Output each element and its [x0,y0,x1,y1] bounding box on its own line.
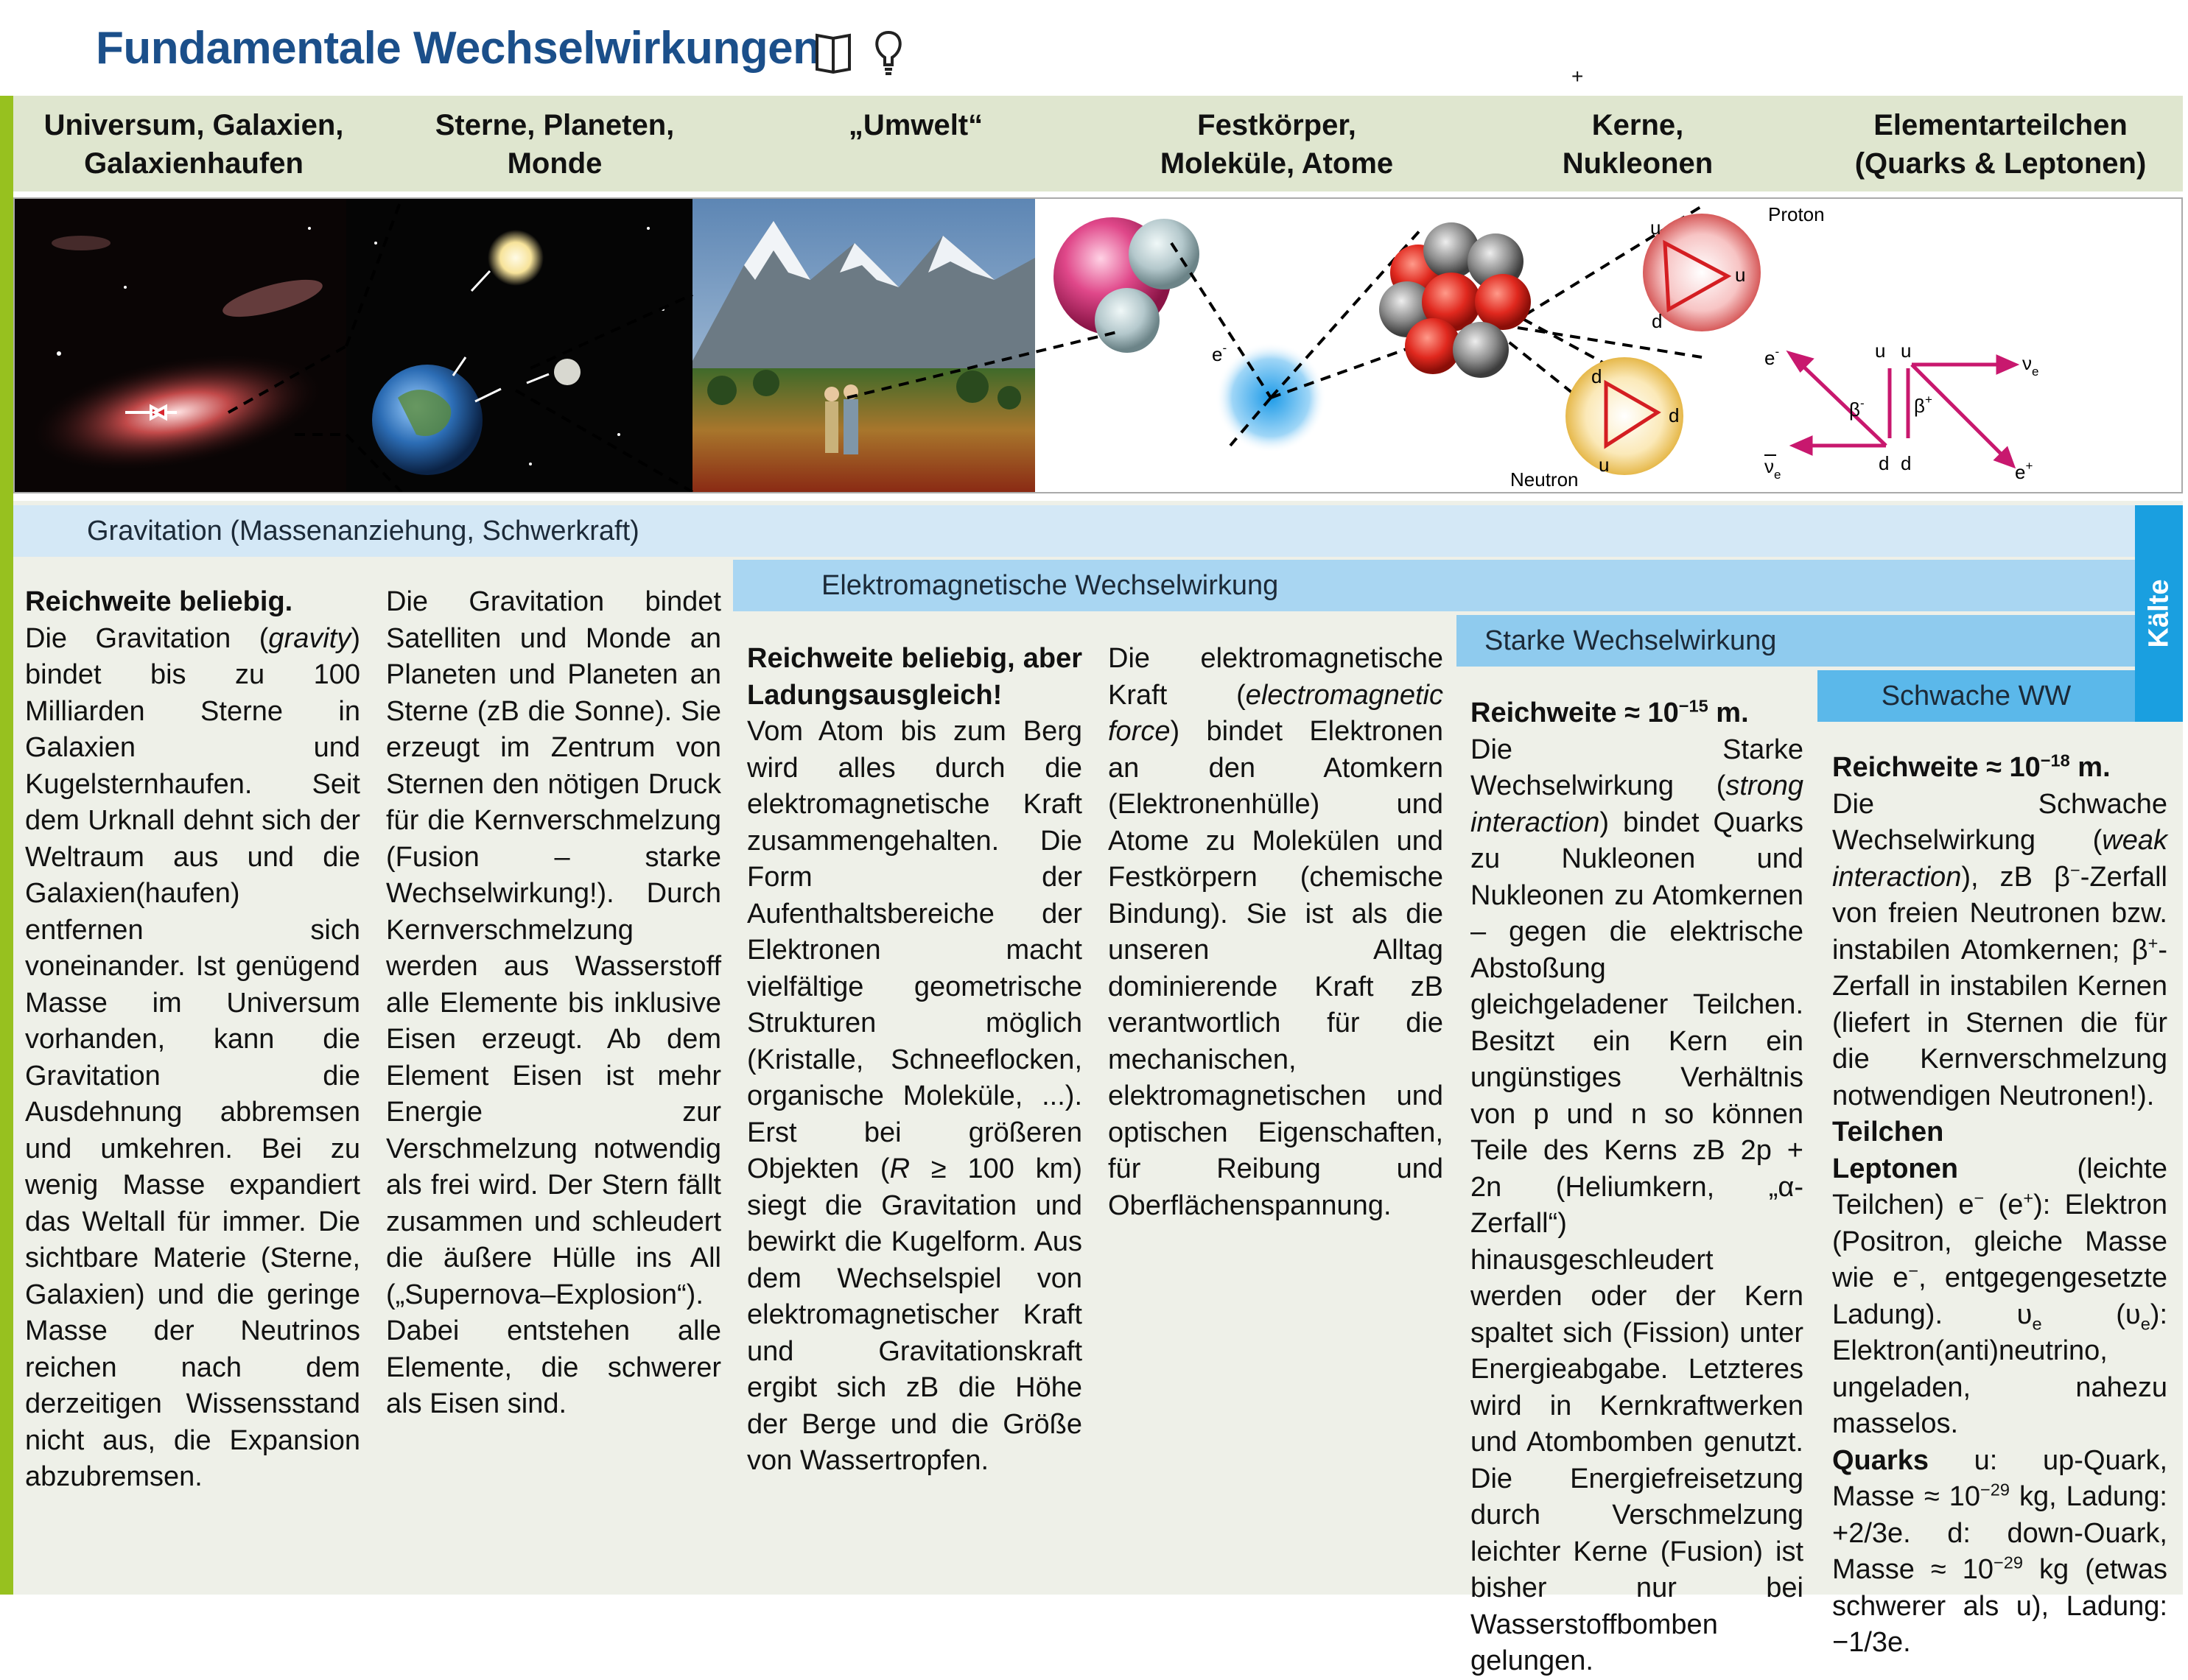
symbol-r: R [889,1153,911,1184]
column-heading-line2: (Quarks & Leptonen) [1854,147,2147,180]
column-heading-line2: Moleküle, Atome [1160,147,1394,180]
quark-label: u [1875,340,1886,362]
scale-header [13,96,2183,191]
gravitation-stars-text [386,584,721,1423]
quark-label: u [1650,217,1661,239]
electromagnetic-band: Elektromagnetische Wechselwirkung [733,560,2135,611]
weak-interaction-band: Schwache WW [1817,670,2135,722]
scale-illustration [15,199,2181,492]
column-heading-line2: Galaxienhaufen [84,147,304,180]
quark-label: u [1599,454,1610,476]
electromagnetic-force-text [1108,641,1443,1224]
column-heading-environment [735,106,1096,144]
column-heading-line2: Nukleonen [1562,147,1714,180]
title-icons [814,28,917,83]
range-heading: Reichweite ≈ $10^{-15}$ m. [1470,696,1749,728]
strong-interaction-band: Starke Wechselwirkung [1456,615,2135,667]
column-heading-line1: Sterne, Planeten, [435,109,675,141]
text-run: Die Gravitation bindet Satelliten und Monde an Planeten und Planeten an Sterne (zB die Sonne). Sie erzeugt im Zentrum von Sternen den nötigen Druck für die Kernverschmelzung (Fusion – starke Wechselwirkung!). Durch Kernverschmelzung werden aus Wasserstoff alle Elemente bis inklusive Eisen erzeugt. Ab dem Element Eisen ist mehr Energie zur Verschmelzung notwendig als frei wird. Der Stern fällt zusammen und schleudert die äußere Hülle ins All („Supernova–Explosion“). Dabei entstehen alle Elemente, die schwerer als Eisen sind. [386,586,721,1419]
neutrino-label: $\nu_e$ [2022,352,2039,379]
landscape-image [692,199,1035,492]
neutron-label: Neutron [1510,468,1579,491]
text-run: ) bindet bis zu 100 Milliarden Sterne in Galaxien und Kugelsternhaufen. Seit dem Urknall dehnt sich der Weltraum aus und die Galaxien(haufen) entfernen sich voneinander. Ist genügend Masse im Universum vorhanden, kann die Gravitation die Ausdehnung abbremsen und umkehren. Bei zu wenig Masse expandiert das Weltall für immer. Die sichtbare Materie (Sterne, Galaxien) und die geringe Masse der Neutrinos reichen nach dem derzeitigen Wissensstand nicht aus, die Expansion abzubremsen. [25,622,360,1492]
scale-illustration-strip [13,197,2183,493]
electron-label: e- [1212,341,1227,365]
term-strong: strong interaction [1470,770,1803,838]
text-run: Die Gravitation ( [25,622,269,654]
text-run: ≥ 100 km) siegt die Gravitation und bewirkt die Kugelform. Aus dem Wechselspiel von elektromagnetischer Kraft und Gravitationskraft ergibt sich zB die Höhe der Berge und die Größe von Wassertropfen. [747,1153,1082,1476]
column-heading-line1: Elementarteilchen [1873,109,2128,141]
gravitation-band: Gravitation (Massenanziehung, Schwerkraft) [13,505,2135,557]
quark-label: d [1591,365,1602,387]
column-heading-line1: Universum, Galaxien, [43,109,344,141]
text-run: Die Starke Wechselwirkung ( [1470,734,1803,801]
column-heading-stars [374,106,735,183]
column-heading-line1: Kerne, [1591,109,1684,141]
left-accent-bar [0,96,13,1595]
lightbulb-icon [877,32,900,74]
quark-label: u [1735,264,1746,286]
plus-mark: + [1571,65,1584,88]
molecule-atom-image [1035,199,1445,492]
column-heading-line1: „Umwelt“ [848,109,983,141]
neutron-diagram [1510,357,1683,491]
proton-label: Proton [1768,203,1825,225]
positron-label: e+ [2015,459,2033,483]
proton-diagram [1643,203,1825,332]
cold-label: Kälte [2143,579,2174,648]
antineutrino-label: $\nu_e$ [1764,455,1781,482]
electromagnetic-range-text [747,641,1082,1480]
galaxy-cluster-image [15,199,346,492]
text-run: ) bindet Quarks zu Nukleonen und Nukleonen zu Atomkernen – gegen die elektrische Abstoßung gleichgeladener Teilchen. Besitzt ein Kern ein ungünstiges Verhältnis von p und n so können Teile des Kerns zB 2p + 2n (Heliumkern, „α-Zerfall“) hinausgeschleudert werden oder der Kern spaltet sich (Fission) unter Energieabgabe. Letzteres wird in Kernkraftwerken und Atombomben genutzt. Die Energiefreisetzung durch Verschmelzung leichter Kerne (Fusion) ist bisher nur bei Wasserstoffbomben gelungen. [1470,806,1803,1676]
term-weak: weak interaction [1832,825,2167,893]
star-planet-moon-image [346,199,692,492]
column-heading-line2: Monde [507,147,603,180]
range-heading: Reichweite ≈ $10^{-18}$ m. [1832,751,2111,783]
term-em-force: electromagnetic force [1108,679,1443,747]
quarks-heading: Quarks [1832,1444,1929,1476]
particles-heading: Teilchen [1832,1117,1944,1147]
gravitation-universe-text [25,584,360,1496]
column-heading-particles [1818,106,2183,183]
text-run: ) bindet Elektronen an den Atomkern (Elektronenhülle) und Atome zu Molekülen und Festkörpern (chemische Bindung). Sie ist als die unseren Alltag dominierende Kraft zB verantwortlich für die mechanischen, elektromagnetischen und optischen Eigenschaften, für Reibung und Oberflächenspannung. [1108,716,1443,1221]
quark-label: d [1901,452,1912,474]
cold-indicator [2135,505,2183,722]
quark-label: d [1879,452,1890,474]
term-gravity: gravity [268,622,351,654]
book-icon [817,35,849,72]
text-run: Vom Atom bis zum Berg wird alles durch die elektromagnetische Kraft zusammengehalten. Die Form der Aufenthaltsbereiche der Elektronen macht vielfältige geometrische Strukturen möglich (Kristalle, Schneeflocken, organische Moleküle, ...). Erst bei größeren Objekten ( [747,716,1082,1184]
strong-interaction-text [1470,695,1803,1680]
range-heading: Reichweite beliebig. [25,586,293,617]
column-heading-line1: Festkörper, [1197,109,1356,141]
electron-label: e- [1764,345,1780,369]
column-heading-universe [13,106,374,183]
weak-interaction-text: Reichweite ≈ $10^{-18}$ m. Die Schwache Wechselwirkung (weak interaction), zB β−-Zerfall von freien Neutronen bzw. instabilen Atomkernen; β+-Zerfall in instabilen Kernen (liefert in Sternen die für die Kernverschmelzung notwendigen Neutronen!). Teilchen Leptonen (leichte Teilchen) e− (e+): Elektron (Positron, gleiche Masse wie e−, entgegengesetzte Ladung). $\upsilon_e$ $(\upsilon_e)$: Elektron(anti)neutrino, ungeladen, nahezu masselos. Quarks u: up-Quark, Masse ≈ $10^{-29}$ kg, Ladung: +2/3e. d: down-Ouark, Masse ≈ $10^{-29}$ kg (etwas schwerer als u), Ladung: −1/3e. [1832,751,2168,1658]
quark-label: d [1652,310,1663,332]
title-icons-svg [814,28,917,80]
beta-minus-label: β- [1849,396,1865,421]
column-heading-nuclei [1457,106,1818,183]
column-heading-solids [1096,106,1457,183]
quark-label: d [1669,404,1680,426]
leptons-heading: Leptonen [1832,1153,1958,1184]
text-run: Die elektromagnetische Kraft ( [1108,643,1443,711]
quark-label: u [1901,340,1912,362]
beta-plus-label: β+ [1914,393,1932,417]
beta-decay-diagram [1790,354,2015,465]
page-title: Fundamentale Wechselwirkungen [96,23,821,74]
range-heading: Reichweite beliebig, aber Ladungsausgleich! [747,643,1082,711]
